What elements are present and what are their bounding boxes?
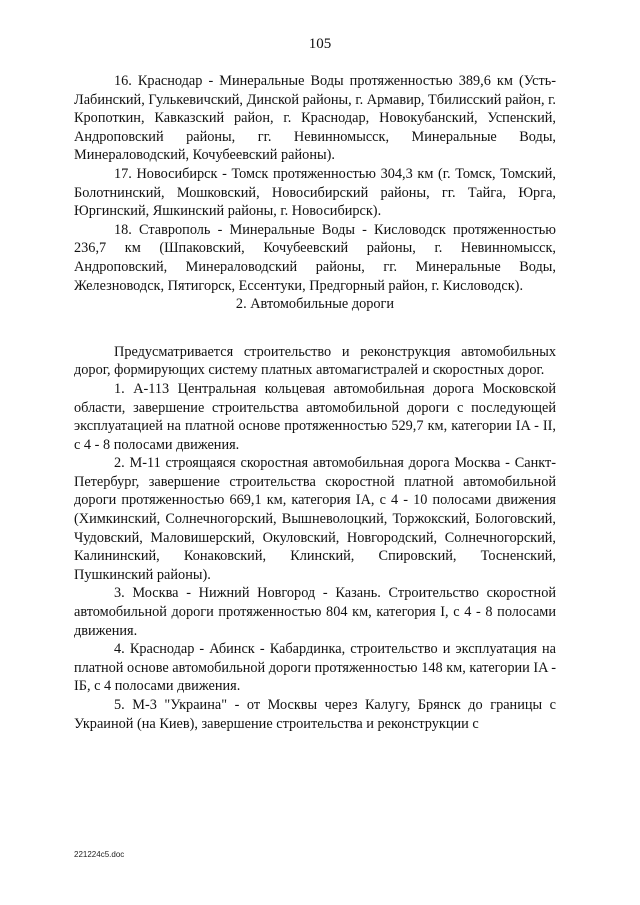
section1-item-16: 16. Краснодар - Минеральные Воды протяженностью 389,6 км (Усть-Лабинский, Гулькевичский, Динской районы, г. Армавир, Тбилисский район, г. Кропоткин, Кавказский район, г. Краснодар, Новокубанский, Успенский, Андроповский районы, гг. Невинномысск, Минеральные Воды, Минераловодский, Кочубеевский районы). (74, 73, 556, 164)
footer-filename: 221224c5.doc (74, 850, 125, 859)
page-number: 105 (308, 36, 332, 52)
section2-item-2: 2. М-11 строящаяся скоростная автомобильная дорога Москва - Санкт-Петербург, завершение строительства скоростной платной автомобильной дороги протяженностью 669,1 км, категория IA, с 4 - 10 полосами движения (Химкинский, Солнечногорский, Вышневолоцкий, Торжокский, Бологовский, Чудовский, Маловишерский, Окуловский, Новгородский, Солнечногорский, Калининский, Конаковский, Клинский, Спировский, Тосненский, Пушкинский районы). (74, 455, 556, 583)
section2-intro: Предусматривается строительство и реконструкция автомобильных дорог, формирующих систему платных автомагистралей и скоростных дорог. (74, 343, 556, 379)
document-body (74, 72, 556, 733)
section1-item-17: 17. Новосибирск - Томск протяженностью 304,3 км (г. Томск, Томский, Болотнинский, Мошковский, Новосибирский районы, гг. Тайга, Юрга, Юргинский, Яшкинский районы, г. Новосибирск). (74, 165, 556, 220)
section2-item-4: 4. Краснодар - Абинск - Кабардинка, строительство и эксплуатация на платной основе автомобильной дороги протяженностью 148 км, категории IA - IБ, с 4 полосами движения. (74, 641, 556, 695)
section2-item-3: 3. Москва - Нижний Новгород - Казань. Строительство скоростной автомобильной дороги протяженностью 804 км, категория I, с 4 - 8 полосами движения. (74, 585, 556, 639)
section2-item-1: 1. А-113 Центральная кольцевая автомобильная дорога Московской области, завершение строительства автомобильной дороги с последующей эксплуатацией на платной основе протяженностью 529,7 км, категории IA - II, с 4 - 8 полосами движения. (74, 380, 556, 453)
section1-item-18: 18. Ставрополь - Минеральные Воды - Кисловодск протяженностью 236,7 км (Шпаковский, Кочубеевский районы, г. Невинномысск, Андроповский, Минераловодский районы, гг. Минеральные Воды, Железноводск, Пятигорск, Ессентуки, Предгорный район, г. Кисловодск). (74, 221, 556, 294)
section-heading: 2. Автомобильные дороги (235, 296, 395, 313)
section2-item-5: 5. М-3 "Украина" - от Москвы через Калугу, Брянск до границы с Украиной (на Киев), завершение строительства и реконструкции с (74, 697, 556, 732)
